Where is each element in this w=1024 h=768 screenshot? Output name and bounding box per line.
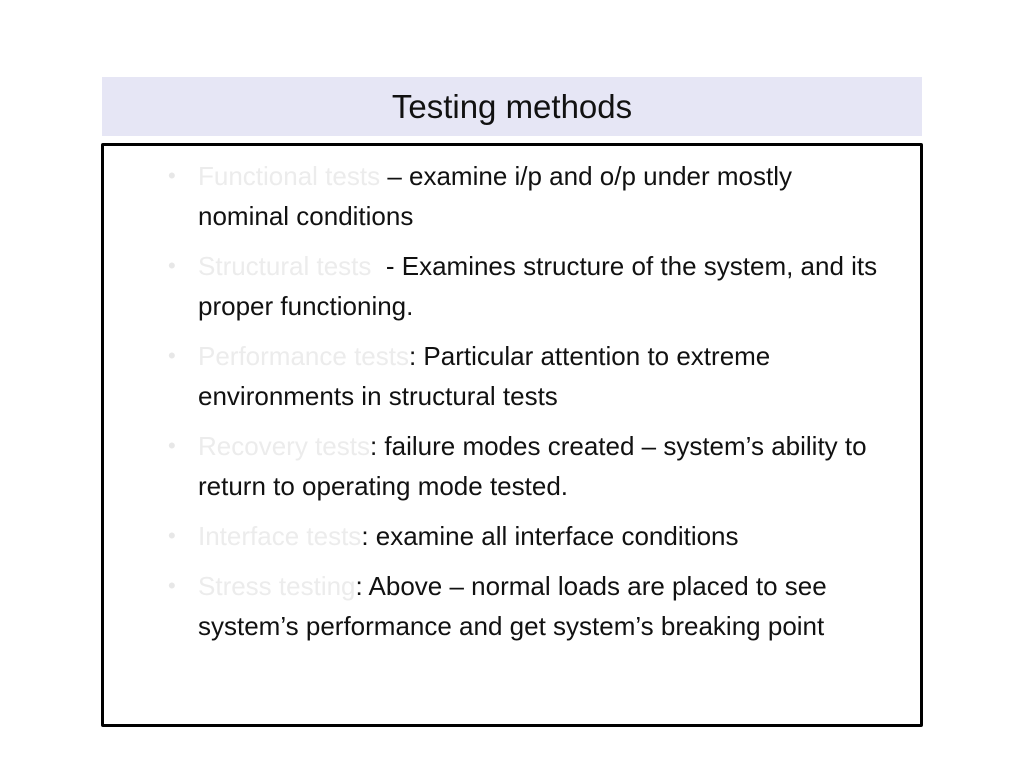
slide-title: Testing methods <box>391 87 633 125</box>
list-item <box>168 566 888 646</box>
list-item-description: – examine i/p and o/p under mostly nominal conditions <box>198 161 792 231</box>
bullet-list <box>168 156 888 656</box>
list-item-term: Interface tests <box>198 521 362 551</box>
bullet-icon: • <box>168 253 176 278</box>
bullet-icon: • <box>168 523 176 548</box>
list-item-description: : Particular attention to extreme environments in structural tests <box>198 341 771 411</box>
list-item-description: : examine all interface conditions <box>361 521 739 551</box>
list-item-term: Performance tests <box>198 341 409 371</box>
list-item-term: Structural tests <box>198 251 372 281</box>
list-item <box>168 516 888 556</box>
list-item-term: Recovery tests <box>198 431 370 461</box>
list-item-description: : Above – normal loads are placed to see system’s performance and get system’s breaking point <box>198 571 827 641</box>
list-item <box>168 336 888 416</box>
list-item-description: - Examines structure of the system, and its proper functioning. <box>198 251 885 321</box>
list-item-description: : failure modes created – system’s ability to return to operating mode tested. <box>198 431 867 501</box>
bullet-icon: • <box>168 573 176 598</box>
content-box <box>101 143 923 727</box>
list-item <box>168 156 888 236</box>
list-item <box>168 246 888 326</box>
list-item-term: Stress testing <box>198 571 356 601</box>
bullet-icon: • <box>168 433 176 458</box>
bullet-icon: • <box>168 343 176 368</box>
list-item <box>168 426 888 506</box>
list-item-term: Functional tests <box>198 161 381 191</box>
bullet-icon: • <box>168 163 176 188</box>
title-bar <box>102 77 922 136</box>
